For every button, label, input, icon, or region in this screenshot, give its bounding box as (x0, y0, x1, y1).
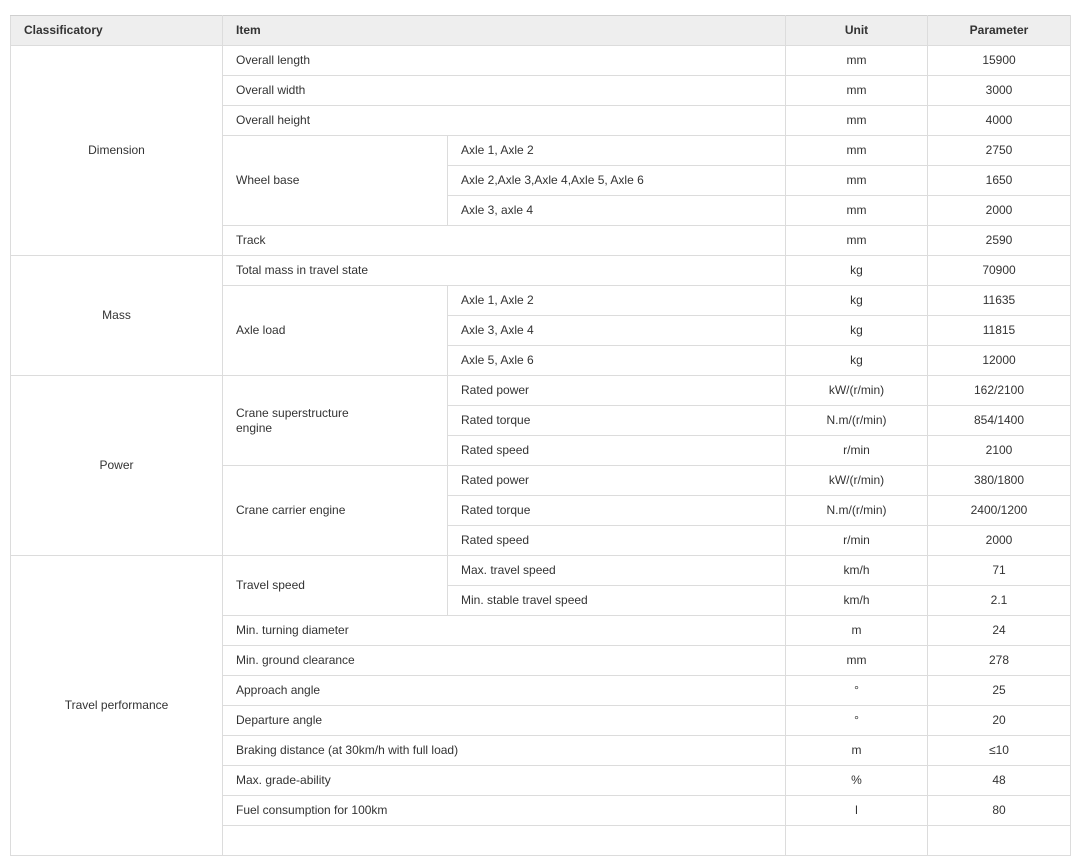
parameter-cell: 278 (928, 646, 1071, 676)
sub-item-cell: Axle 2,Axle 3,Axle 4,Axle 5, Axle 6 (448, 166, 786, 196)
unit-cell: mm (786, 106, 928, 136)
item-cell: Fuel consumption for 100km (223, 796, 786, 826)
header-unit: Unit (786, 16, 928, 46)
unit-cell: km/h (786, 586, 928, 616)
parameter-cell: 11815 (928, 316, 1071, 346)
header-parameter: Parameter (928, 16, 1071, 46)
sub-item-cell: Rated power (448, 376, 786, 406)
unit-cell: kg (786, 346, 928, 376)
item-cell: Axle load (223, 286, 448, 376)
item-line: engine (236, 420, 273, 435)
item-cell: Wheel base (223, 136, 448, 226)
unit-cell: kg (786, 286, 928, 316)
unit-cell: N.m/(r/min) (786, 406, 928, 436)
parameter-cell: ≤10 (928, 736, 1071, 766)
item-cell: Max. grade-ability (223, 766, 786, 796)
group-mass: Mass (11, 256, 223, 376)
unit-cell: mm (786, 646, 928, 676)
sub-item-cell: Rated torque (448, 406, 786, 436)
sub-item-cell: Rated speed (448, 436, 786, 466)
spec-table (10, 15, 1071, 856)
sub-item-cell: Axle 3, axle 4 (448, 196, 786, 226)
item-cell (223, 376, 448, 466)
item-cell: Crane carrier engine (223, 466, 448, 556)
unit-cell: kg (786, 256, 928, 286)
item-cell: Overall width (223, 76, 786, 106)
unit-cell: l (786, 796, 928, 826)
table-row (11, 376, 1071, 406)
sub-item-cell: Axle 1, Axle 2 (448, 286, 786, 316)
sub-item-cell: Rated power (448, 466, 786, 496)
item-cell: Min. ground clearance (223, 646, 786, 676)
parameter-cell: 380/1800 (928, 466, 1071, 496)
table-row (11, 46, 1071, 76)
group-dimension: Dimension (11, 46, 223, 256)
sub-item-cell: Max. travel speed (448, 556, 786, 586)
table-row (11, 256, 1071, 286)
parameter-cell: 2400/1200 (928, 496, 1071, 526)
unit-cell: ° (786, 676, 928, 706)
item-cell: Total mass in travel state (223, 256, 786, 286)
group-travel-performance: Travel performance (11, 556, 223, 856)
item-cell: Track (223, 226, 786, 256)
parameter-cell: 24 (928, 616, 1071, 646)
parameter-cell: 2000 (928, 526, 1071, 556)
unit-cell: kW/(r/min) (786, 466, 928, 496)
sub-item-cell: Rated speed (448, 526, 786, 556)
header-item: Item (223, 16, 786, 46)
unit-cell: kg (786, 316, 928, 346)
parameter-cell: 11635 (928, 286, 1071, 316)
item-cell: Approach angle (223, 676, 786, 706)
parameter-cell: 4000 (928, 106, 1071, 136)
parameter-cell: 2100 (928, 436, 1071, 466)
unit-cell: km/h (786, 556, 928, 586)
unit-cell: mm (786, 196, 928, 226)
item-cell: Travel speed (223, 556, 448, 616)
parameter-cell: 71 (928, 556, 1071, 586)
unit-cell: mm (786, 76, 928, 106)
unit-cell: ° (786, 706, 928, 736)
item-cell: Departure angle (223, 706, 786, 736)
parameter-cell: 3000 (928, 76, 1071, 106)
table-row (11, 556, 1071, 586)
parameter-cell: 70900 (928, 256, 1071, 286)
group-power: Power (11, 376, 223, 556)
item-cell: Overall length (223, 46, 786, 76)
sub-item-cell: Axle 1, Axle 2 (448, 136, 786, 166)
sub-item-cell: Axle 3, Axle 4 (448, 316, 786, 346)
sub-item-cell: Rated torque (448, 496, 786, 526)
sub-item-cell: Axle 5, Axle 6 (448, 346, 786, 376)
parameter-cell: 80 (928, 796, 1071, 826)
parameter-cell: 48 (928, 766, 1071, 796)
unit-cell: N.m/(r/min) (786, 496, 928, 526)
unit-cell: mm (786, 226, 928, 256)
parameter-cell: 2.1 (928, 586, 1071, 616)
unit-cell: % (786, 766, 928, 796)
parameter-cell: 12000 (928, 346, 1071, 376)
item-cell: Min. turning diameter (223, 616, 786, 646)
unit-cell: mm (786, 136, 928, 166)
unit-cell: m (786, 736, 928, 766)
item-cell: Braking distance (at 30km/h with full load) (223, 736, 786, 766)
unit-cell: mm (786, 46, 928, 76)
parameter-cell: 2000 (928, 196, 1071, 226)
item-cell: Overall height (223, 106, 786, 136)
parameter-cell: 20 (928, 706, 1071, 736)
parameter-cell: 2750 (928, 136, 1071, 166)
parameter-cell: 1650 (928, 166, 1071, 196)
parameter-cell: 2590 (928, 226, 1071, 256)
unit-cell: r/min (786, 526, 928, 556)
header-row (11, 16, 1071, 46)
unit-cell: r/min (786, 436, 928, 466)
unit-cell: mm (786, 166, 928, 196)
parameter-cell: 25 (928, 676, 1071, 706)
unit-cell: m (786, 616, 928, 646)
parameter-cell: 854/1400 (928, 406, 1071, 436)
unit-cell: kW/(r/min) (786, 376, 928, 406)
header-classificatory: Classificatory (11, 16, 223, 46)
item-line: Crane superstructure (236, 405, 349, 420)
parameter-cell: 15900 (928, 46, 1071, 76)
parameter-cell: 162/2100 (928, 376, 1071, 406)
sub-item-cell: Min. stable travel speed (448, 586, 786, 616)
